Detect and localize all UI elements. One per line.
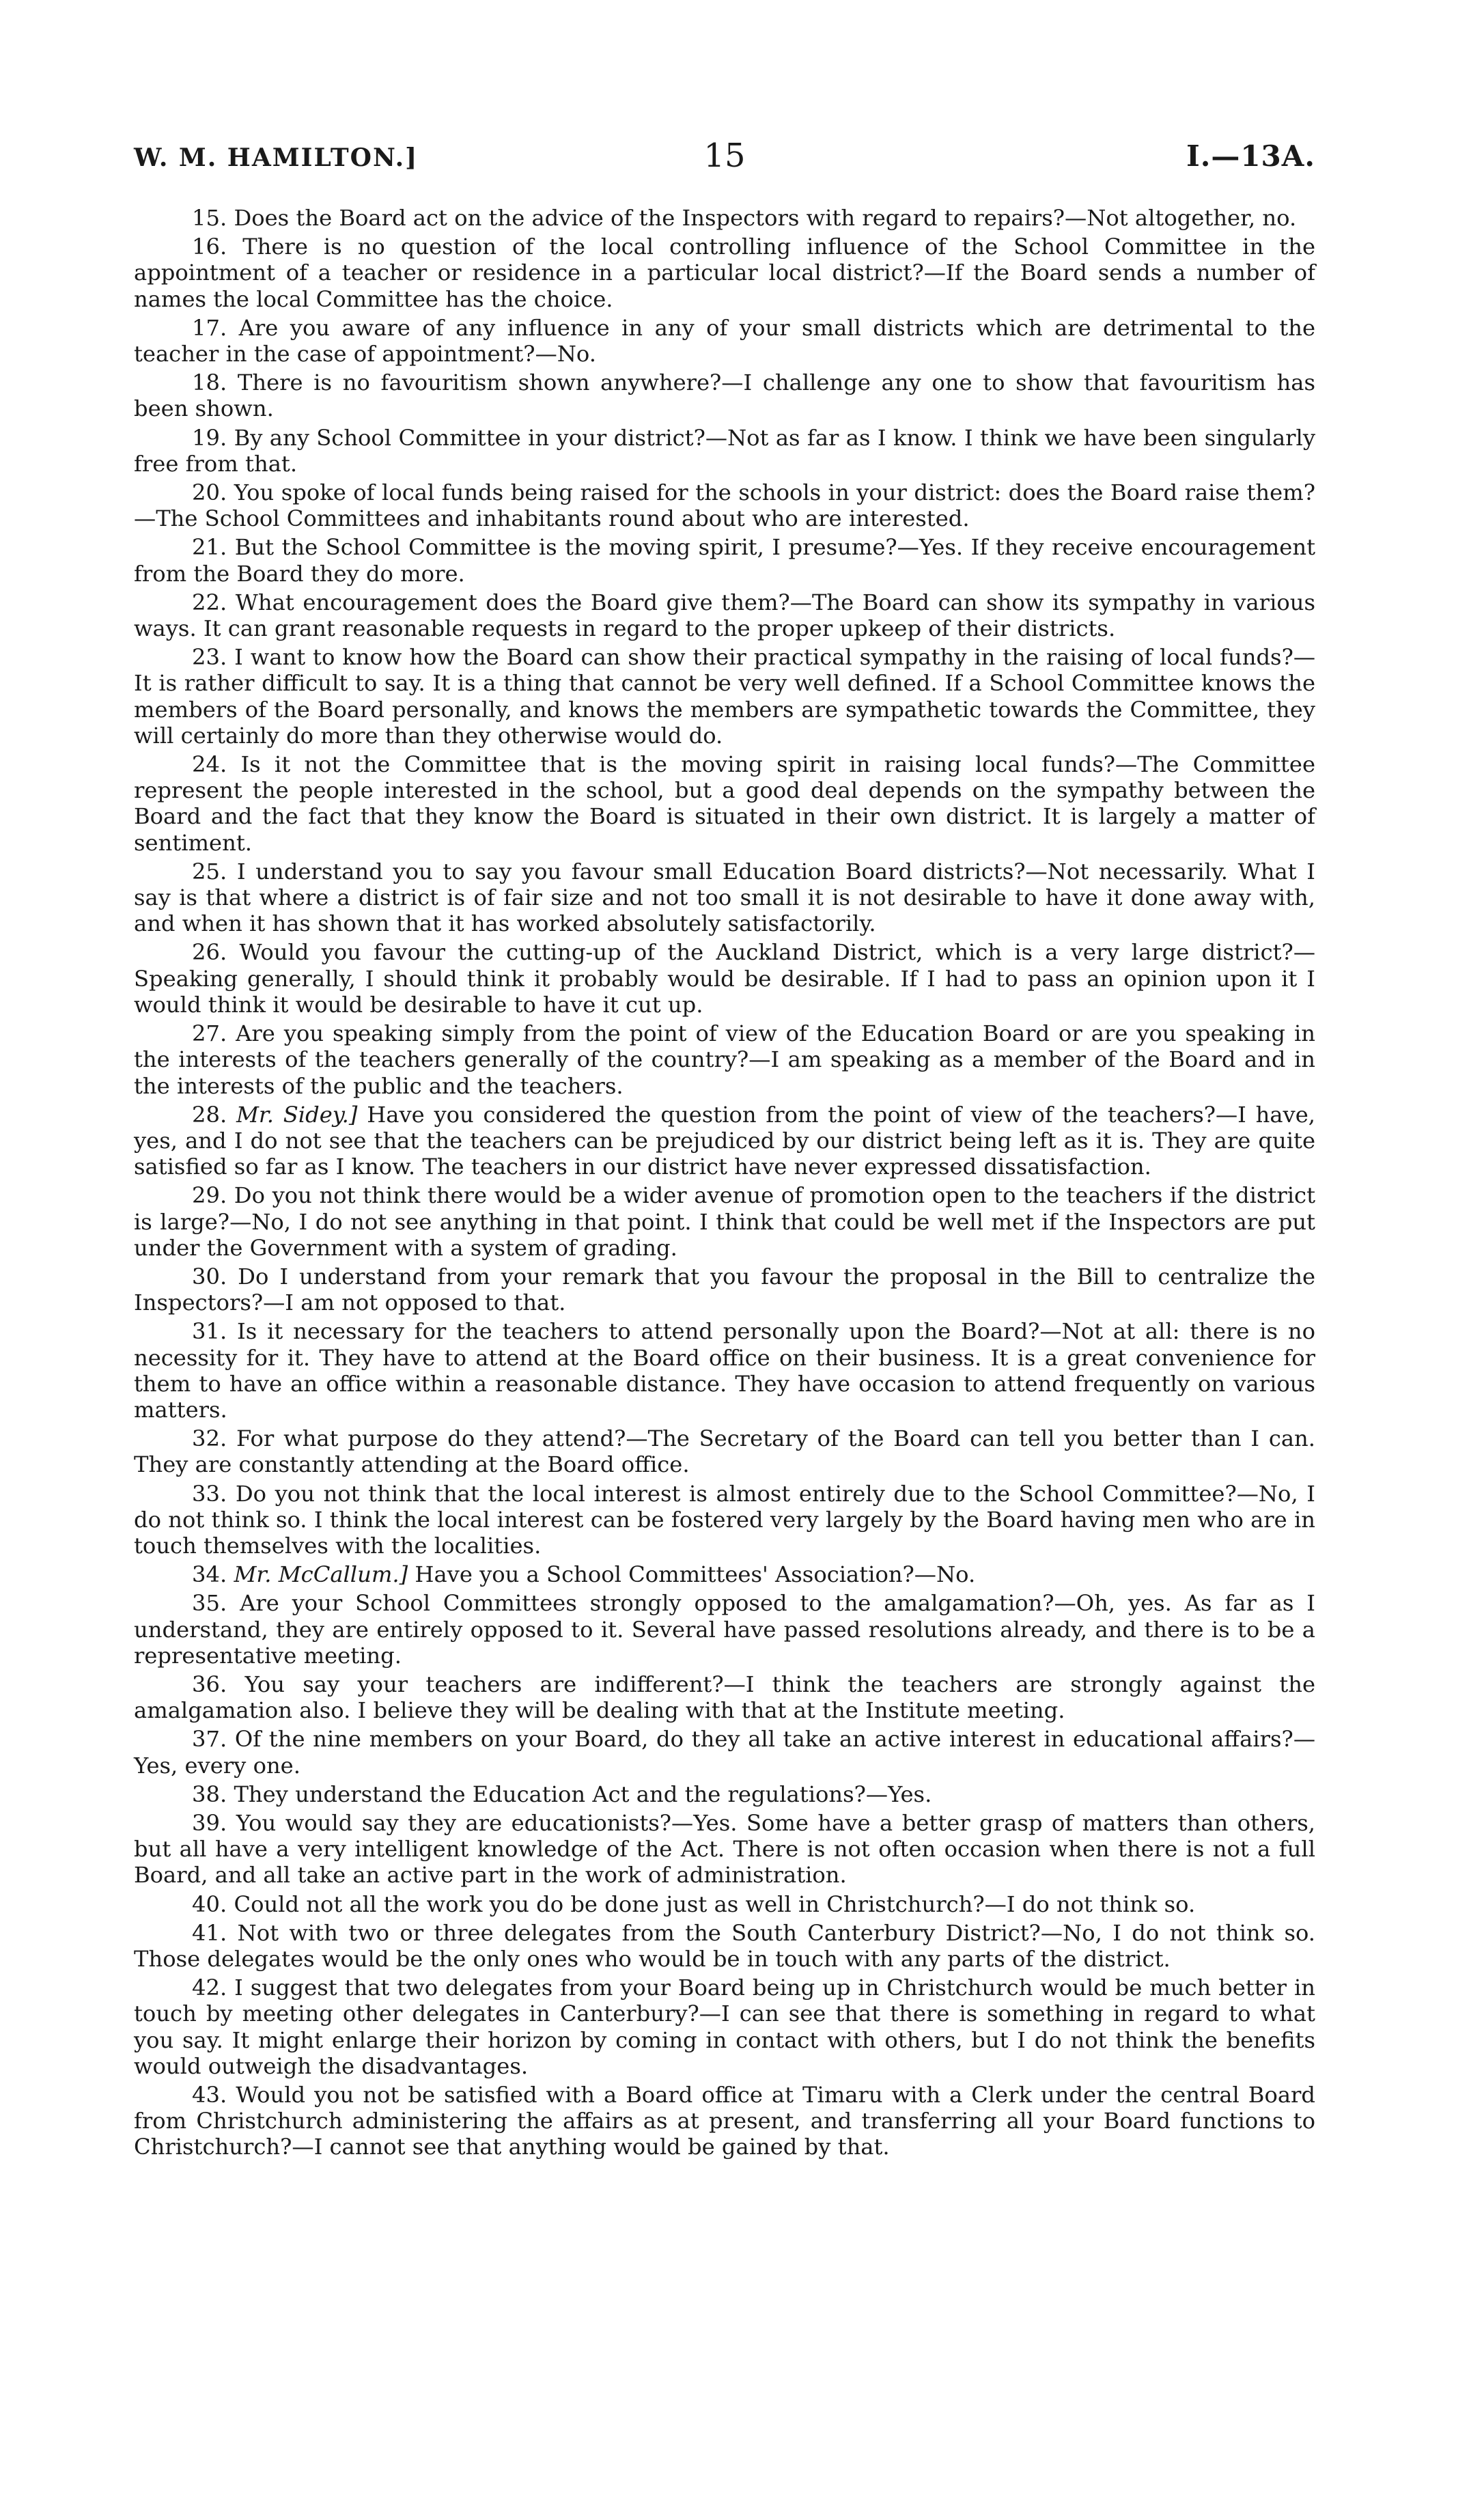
question-number: 30. xyxy=(192,1263,227,1290)
question-answer-text: What encouragement does the Board give them?—The Board can show its sympathy in various ways. It can grant reasonable requests in regard to the proper upkeep of their districts. xyxy=(134,589,1315,642)
question-number: 19. xyxy=(192,424,227,451)
question-answer-text: I understand you to say you favour small Education Board districts?—Not necessarily. What I say is that where a district is of fair size and not too small it is not desirable to have it done away with, and when it has shown that it has worked absolutely satisfactorily. xyxy=(134,858,1315,937)
question-paragraph xyxy=(134,939,1315,1018)
question-number: 35. xyxy=(192,1590,227,1617)
question-number: 36. xyxy=(192,1671,227,1697)
question-answer-text: Could not all the work you do be done just as well in Christchurch?—I do not think so. xyxy=(234,1891,1196,1917)
question-paragraph xyxy=(134,1590,1315,1669)
question-answer-text: Does the Board act on the advice of the Inspectors with regard to repairs?—Not altogether, no. xyxy=(234,205,1297,231)
question-answer-text: Are your School Committees strongly opposed to the amalgamation?—Oh, yes. As far as I understand, they are entirely opposed to it. Several have passed resolutions already, and there is to be a representative meeting. xyxy=(134,1590,1316,1669)
question-number: 34. xyxy=(192,1561,227,1588)
question-answer-text: Of the nine members on your Board, do they all take an active interest in educational affairs?—Yes, every one. xyxy=(134,1726,1316,1779)
question-answer-text: For what purpose do they attend?—The Secretary of the Board can tell you better than I can. They are constantly attending at the Board office. xyxy=(134,1425,1316,1478)
question-paragraph xyxy=(134,1810,1315,1889)
question-paragraph xyxy=(134,1975,1315,2079)
page-header xyxy=(134,137,1315,178)
question-number: 27. xyxy=(192,1020,227,1047)
question-paragraph xyxy=(134,2082,1315,2160)
document-page xyxy=(134,137,1315,2160)
question-paragraph xyxy=(134,1102,1315,1180)
question-number: 24. xyxy=(192,751,227,778)
question-answer-text: But the School Committee is the moving spirit, I presume?—Yes. If they receive encouragement from the Board they do more. xyxy=(134,534,1316,587)
question-number: 20. xyxy=(192,479,227,506)
question-paragraph xyxy=(134,234,1315,312)
question-answer-text: Are you aware of any influence in any of your small districts which are detrimental to the teacher in the case of appointment?—No. xyxy=(134,314,1315,367)
question-answer-text: There is no question of the local controlling influence of the School Committee in the appointment of a teacher or residence in a particular local district?—If the Board sends a number of names the local Committee has the choice. xyxy=(134,234,1315,312)
question-answer-text: I want to know how the Board can show their practical sympathy in the raising of local funds?—It is rather difficult to say. It is a thing that cannot be very well defined. If a School Committee knows the members of the Board personally, and knows the members are sympathetic towards the Committee, they will certainly do more than they otherwise would do. xyxy=(134,644,1316,749)
question-paragraph xyxy=(134,1671,1315,1723)
question-paragraph xyxy=(134,425,1315,477)
question-number: 43. xyxy=(192,2082,227,2108)
question-number: 21. xyxy=(192,534,227,561)
question-answer-text: There is no favouritism shown anywhere?—I challenge any one to show that favouritism has been shown. xyxy=(134,370,1315,422)
question-paragraph xyxy=(134,1891,1315,1917)
question-paragraph xyxy=(134,859,1315,937)
question-number: 37. xyxy=(192,1726,227,1753)
question-answer-text: Are you speaking simply from the point of view of the Education Board or are you speaking in the interests of the teachers generally of the country?—I am speaking as a member of the Board and in the interests of the public and the teachers. xyxy=(134,1020,1315,1099)
question-answer-text: By any School Committee in your district?—Not as far as I know. I think we have been singularly free from that. xyxy=(134,424,1315,477)
question-answer-text: You would say they are educationists?—Yes. Some have a better grasp of matters than others, but all have a very intelligent knowledge of the Act. There is not often occasion when there is not a full Board, and all take an active part in the work of administration. xyxy=(134,1809,1315,1889)
questioner-name: Mr. McCallum.] xyxy=(234,1561,408,1588)
question-number: 38. xyxy=(192,1781,227,1807)
question-answer-text: Is it not the Committee that is the moving spirit in raising local funds?—The Committee represent the people interested in the school, but a good deal depends on the sympathy between the Board and the fact that they know the Board is situated in their own district. It is largely a matter of sentiment. xyxy=(134,751,1315,856)
question-paragraph xyxy=(134,751,1315,856)
question-paragraph xyxy=(134,315,1315,367)
question-paragraph xyxy=(134,1781,1315,1807)
question-number: 22. xyxy=(192,589,227,615)
question-number: 31. xyxy=(192,1318,227,1345)
question-answer-text: Do you not think that the local interest is almost entirely due to the School Committee?—No, I do not think so. I think the local interest can be fostered very largely by the Board having men who are in touch themselves with the localities. xyxy=(134,1480,1315,1559)
question-number: 16. xyxy=(192,234,227,260)
question-answer-text: You spoke of local funds being raised for the schools in your district: does the Board raise them?—The School Committees and inhabitants round about who are interested. xyxy=(134,479,1315,532)
question-answer-text: I suggest that two delegates from your Board being up in Christchurch would be much better in touch by meeting other delegates in Canterbury?—I can see that there is something in regard to what you say. It might enlarge their horizon by coming in contact with others, but I do not think the benefits would outweigh the disadvantages. xyxy=(134,1975,1315,2079)
question-paragraph xyxy=(134,1264,1315,1315)
question-paragraph xyxy=(134,589,1315,641)
question-number: 40. xyxy=(192,1891,227,1917)
evidence-text xyxy=(134,205,1315,2160)
question-answer-text: Do you not think there would be a wider avenue of promotion open to the teachers if the district is large?—No, I do not see anything in that point. I think that could be well met if the Inspectors are put under the Government with a system of grading. xyxy=(134,1182,1315,1261)
question-paragraph xyxy=(134,1182,1315,1261)
question-answer-text: Is it necessary for the teachers to attend personally upon the Board?—Not at all: there is no necessity for it. They have to attend at the Board office on their business. It is a great convenience for them to have an office within a reasonable distance. They have occasion to attend frequently on various matters. xyxy=(134,1318,1315,1423)
question-paragraph xyxy=(134,534,1315,586)
question-answer-text: Would you not be satisfied with a Board office at Timaru with a Clerk under the central Board from Christchurch administering the affairs as at present, and transferring all your Board functions to Christchurch?—I cannot see that anything would be gained by that. xyxy=(134,2082,1316,2160)
question-paragraph xyxy=(134,370,1315,421)
question-paragraph xyxy=(134,644,1315,749)
question-number: 29. xyxy=(192,1182,227,1209)
question-paragraph xyxy=(134,1481,1315,1559)
document-reference: I.—13A. xyxy=(1186,139,1315,173)
question-number: 28. xyxy=(192,1101,227,1128)
question-number: 18. xyxy=(192,370,227,396)
question-number: 42. xyxy=(192,1975,227,2001)
question-paragraph xyxy=(134,1920,1315,1972)
question-number: 32. xyxy=(192,1425,227,1452)
question-answer-text: Would you favour the cutting-up of the Auckland District, which is a very large district?—Speaking generally, I should think it probably would be desirable. If I had to pass an opinion upon it I would think it would be desirable to have it cut up. xyxy=(134,939,1316,1018)
question-paragraph xyxy=(134,1425,1315,1477)
question-paragraph xyxy=(134,1561,1315,1587)
question-number: 17. xyxy=(192,314,227,341)
question-number: 26. xyxy=(192,939,227,966)
question-number: 39. xyxy=(192,1809,227,1836)
question-number: 41. xyxy=(192,1919,227,1946)
question-answer-text: They understand the Education Act and the regulations?—Yes. xyxy=(234,1781,932,1807)
question-answer-text: Do I understand from your remark that you favour the proposal in the Bill to centralize the Inspectors?—I am not opposed to that. xyxy=(134,1263,1315,1316)
question-paragraph xyxy=(134,479,1315,531)
witness-name: W. M. HAMILTON.] xyxy=(134,143,419,172)
question-number: 33. xyxy=(192,1480,227,1507)
questioner-name: Mr. Sidey.] xyxy=(236,1101,358,1128)
question-paragraph xyxy=(134,1318,1315,1423)
question-answer-text: Not with two or three delegates from the South Canterbury District?—No, I do not think so. Those delegates would be the only ones who would be in touch with any parts of the district. xyxy=(134,1919,1316,1972)
question-number: 23. xyxy=(192,644,227,671)
question-paragraph xyxy=(134,1726,1315,1778)
question-answer-text: Have you a School Committees' Association?—No. xyxy=(415,1561,976,1588)
question-paragraph xyxy=(134,1020,1315,1099)
question-paragraph xyxy=(134,205,1315,231)
question-answer-text: You say your teachers are indifferent?—I think the teachers are strongly against the amalgamation also. I believe they will be dealing with that at the Institute meeting. xyxy=(134,1671,1315,1724)
question-number: 25. xyxy=(192,858,227,885)
question-number: 15. xyxy=(192,205,227,231)
question-answer-text: Have you considered the question from the point of view of the teachers?—I have, yes, and I do not see that the teachers can be prejudiced by our district being left as it is. They are quite satisfied so far as I know. The teachers in our district have never expressed dissatisfaction. xyxy=(134,1101,1316,1180)
page-number: 15 xyxy=(703,137,746,175)
